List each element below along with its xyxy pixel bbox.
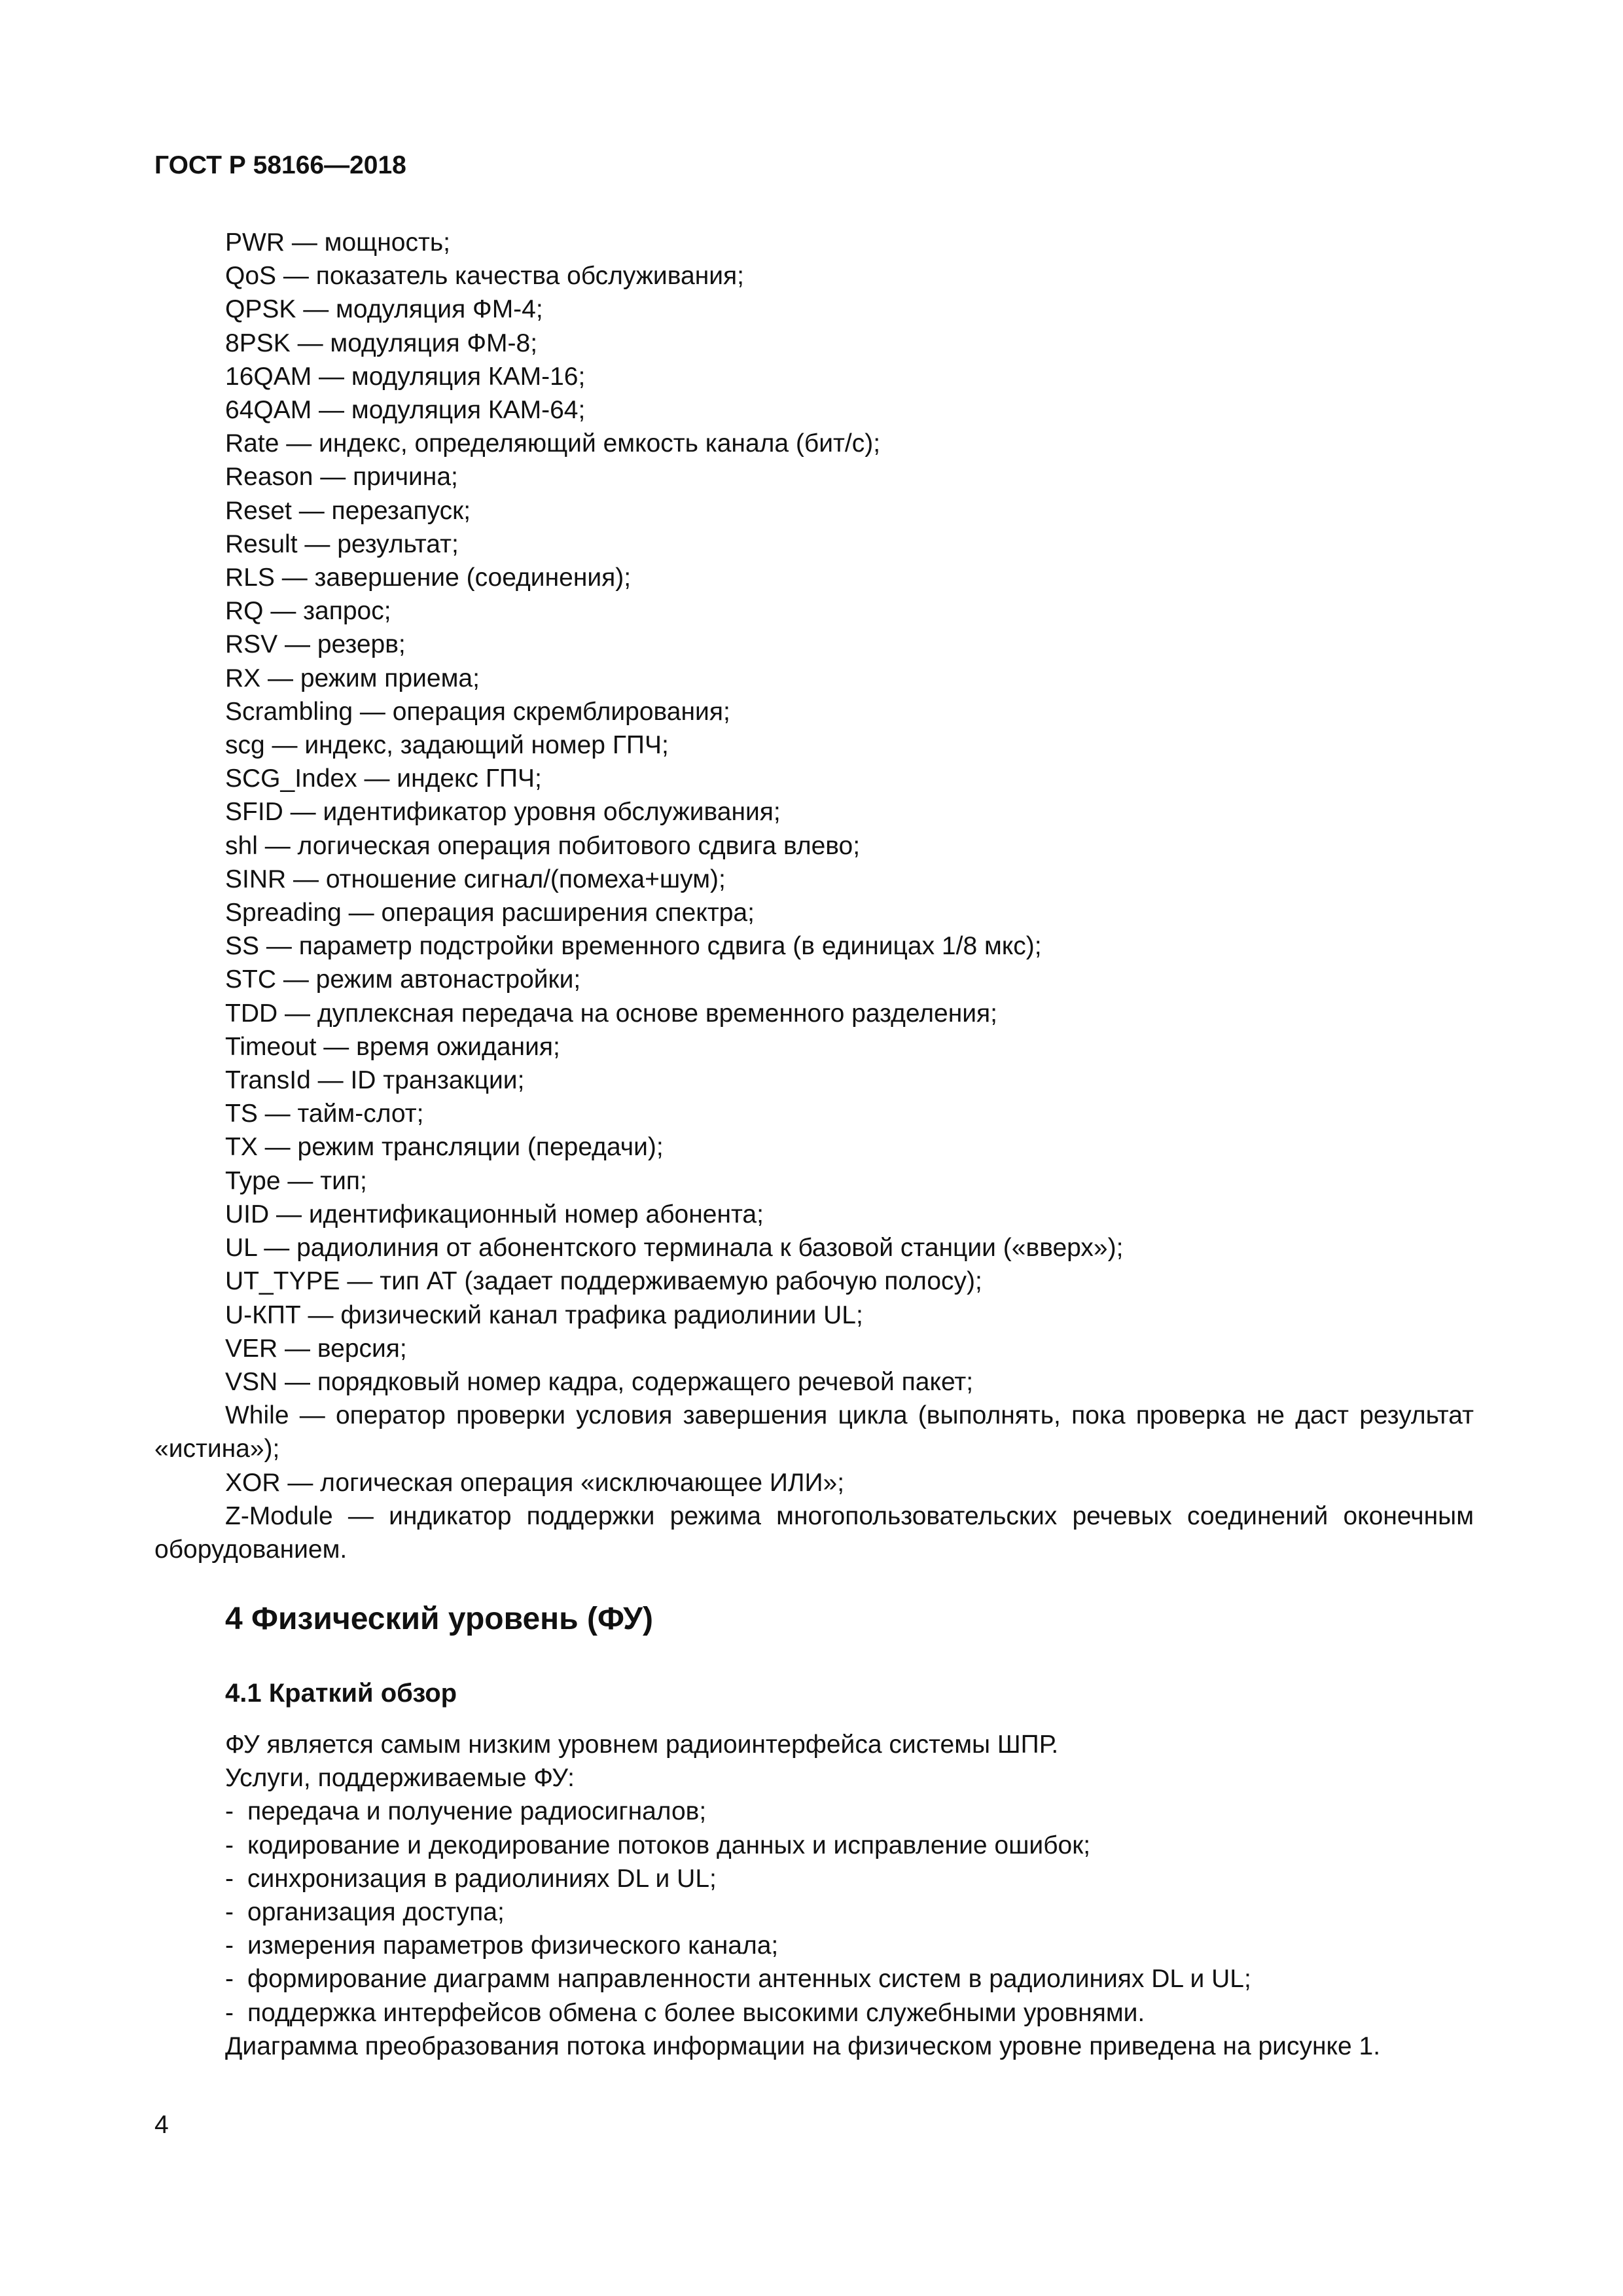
abbreviation-item: Scrambling — операция скремблирования; — [225, 697, 730, 726]
abbreviation-item: VSN — порядковый номер кадра, содержащего речевой пакет; — [225, 1367, 974, 1396]
bullet-marker: - — [225, 1898, 234, 1927]
bullet-marker: - — [225, 1831, 234, 1859]
abbreviation-item: 64QAM — модуляция КАМ-64; — [225, 396, 586, 425]
list-item-text: организация доступа; — [247, 1898, 505, 1927]
list-item-text: синхронизация в радиолиниях DL и UL; — [247, 1864, 717, 1893]
abbreviation-item: RX — режим приема; — [225, 664, 480, 692]
abbreviation-item: UT_TYPE — тип АТ (задает поддерживаемую рабочую полосу); — [225, 1267, 982, 1296]
abbreviation-item: RQ — запрос; — [225, 597, 391, 626]
list-item — [154, 1996, 1474, 2030]
abbreviation-item: U-КПТ — физический канал трафика радиолинии UL; — [225, 1300, 863, 1329]
list-item — [154, 1962, 1474, 1996]
page-number: 4 — [154, 2111, 169, 2139]
abbreviation-item: STC — режим автонастройки; — [225, 965, 581, 994]
abbreviation-item: TransId — ID транзакции; — [225, 1066, 525, 1095]
abbreviation-item: Type — тип; — [225, 1166, 367, 1195]
bullet-marker: - — [225, 1965, 234, 1994]
services-list — [154, 1795, 1474, 2029]
abbreviation-item: Rate — индекс, определяющий емкость канала (бит/с); — [225, 429, 881, 458]
document-header: ГОСТ Р 58166—2018 — [154, 151, 406, 179]
abbreviation-item: XOR — логическая операция «исключающее ИЛИ»; — [225, 1468, 845, 1497]
abbreviation-item: 8PSK — модуляция ФМ-8; — [225, 329, 538, 357]
list-item — [154, 1929, 1474, 1962]
abbreviation-item: RLS — завершение (соединения); — [225, 564, 632, 592]
abbreviation-item: UID — идентификационный номер абонента; — [225, 1200, 764, 1229]
abbreviation-item: Timeout — время ожидания; — [225, 1032, 560, 1061]
list-item-text: поддержка интерфейсов обмена с более высокими служебными уровнями. — [247, 1998, 1145, 2027]
bullet-marker: - — [225, 1797, 234, 1826]
intro-paragraph: ФУ является самым низким уровнем радиоинтерфейса системы ШПР. — [225, 1731, 1059, 1759]
abbreviation-item: SS — параметр подстройки временного сдвига (в единицах 1/8 мкс); — [225, 932, 1042, 961]
abbreviation-item: Reason — причина; — [225, 463, 458, 492]
bullet-marker: - — [225, 1931, 234, 1960]
abbreviation-item: scg — индекс, задающий номер ГПЧ; — [225, 731, 669, 760]
subsection-title: 4.1 Краткий обзор — [225, 1679, 457, 1708]
overview-body — [154, 1728, 1474, 2063]
abbreviation-item: SINR — отношение сигнал/(помеха+шум); — [225, 865, 726, 893]
abbreviation-item: Spreading — операция расширения спектра; — [225, 899, 755, 927]
abbreviation-item: Reset — перезапуск; — [225, 496, 471, 525]
abbreviation-item: TS — тайм-слот; — [225, 1100, 424, 1128]
abbreviation-item: SFID — идентификатор уровня обслуживания; — [225, 798, 781, 827]
closing-paragraph: Диаграмма преобразования потока информации на физическом уровне приведена на рисунке 1. — [225, 2032, 1381, 2060]
section-title: 4 Физический уровень (ФУ) — [225, 1602, 653, 1636]
list-item — [154, 1829, 1474, 1862]
abbreviation-item: Z-Module — индикатор поддержки режима многопользовательских речевых соединений оконечным оборудованием. — [154, 1501, 1474, 1564]
services-label: Услуги, поддерживаемые ФУ: — [225, 1764, 575, 1793]
list-item-text: измерения параметров физического канала; — [247, 1931, 779, 1960]
abbreviation-list — [154, 226, 1474, 1566]
list-item — [154, 1795, 1474, 1828]
bullet-marker: - — [225, 1864, 234, 1893]
list-item — [154, 1895, 1474, 1929]
abbreviation-item: TDD — дуплексная передача на основе временного разделения; — [225, 999, 997, 1028]
abbreviation-item: PWR — мощность; — [225, 228, 450, 257]
abbreviation-item: TX — режим трансляции (передачи); — [225, 1133, 664, 1162]
list-item-text: формирование диаграмм направленности антенных систем в радиолиниях DL и UL; — [247, 1965, 1251, 1994]
abbreviation-item: SCG_Index — индекс ГПЧ; — [225, 764, 542, 793]
bullet-marker: - — [225, 1998, 234, 2027]
list-item-text: передача и получение радиосигналов; — [247, 1797, 707, 1826]
abbreviation-item: 16QAM — модуляция КАМ-16; — [225, 362, 586, 391]
abbreviation-item: QPSK — модуляция ФМ-4; — [225, 295, 543, 324]
abbreviation-item: Result — результат; — [225, 529, 459, 558]
abbreviation-item: QoS — показатель качества обслуживания; — [225, 262, 744, 291]
list-item-text: кодирование и декодирование потоков данных и исправление ошибок; — [247, 1831, 1091, 1859]
abbreviation-item: While — оператор проверки условия завершения цикла (выполнять, пока проверка не даст результат «истина»); — [154, 1401, 1474, 1463]
abbreviation-item: shl — логическая операция побитового сдвига влево; — [225, 831, 861, 860]
abbreviation-item: RSV — резерв; — [225, 630, 406, 659]
abbreviation-item: VER — версия; — [225, 1334, 407, 1363]
list-item — [154, 1862, 1474, 1895]
abbreviation-item: UL — радиолиния от абонентского терминала к базовой станции («вверх»); — [225, 1234, 1124, 1263]
